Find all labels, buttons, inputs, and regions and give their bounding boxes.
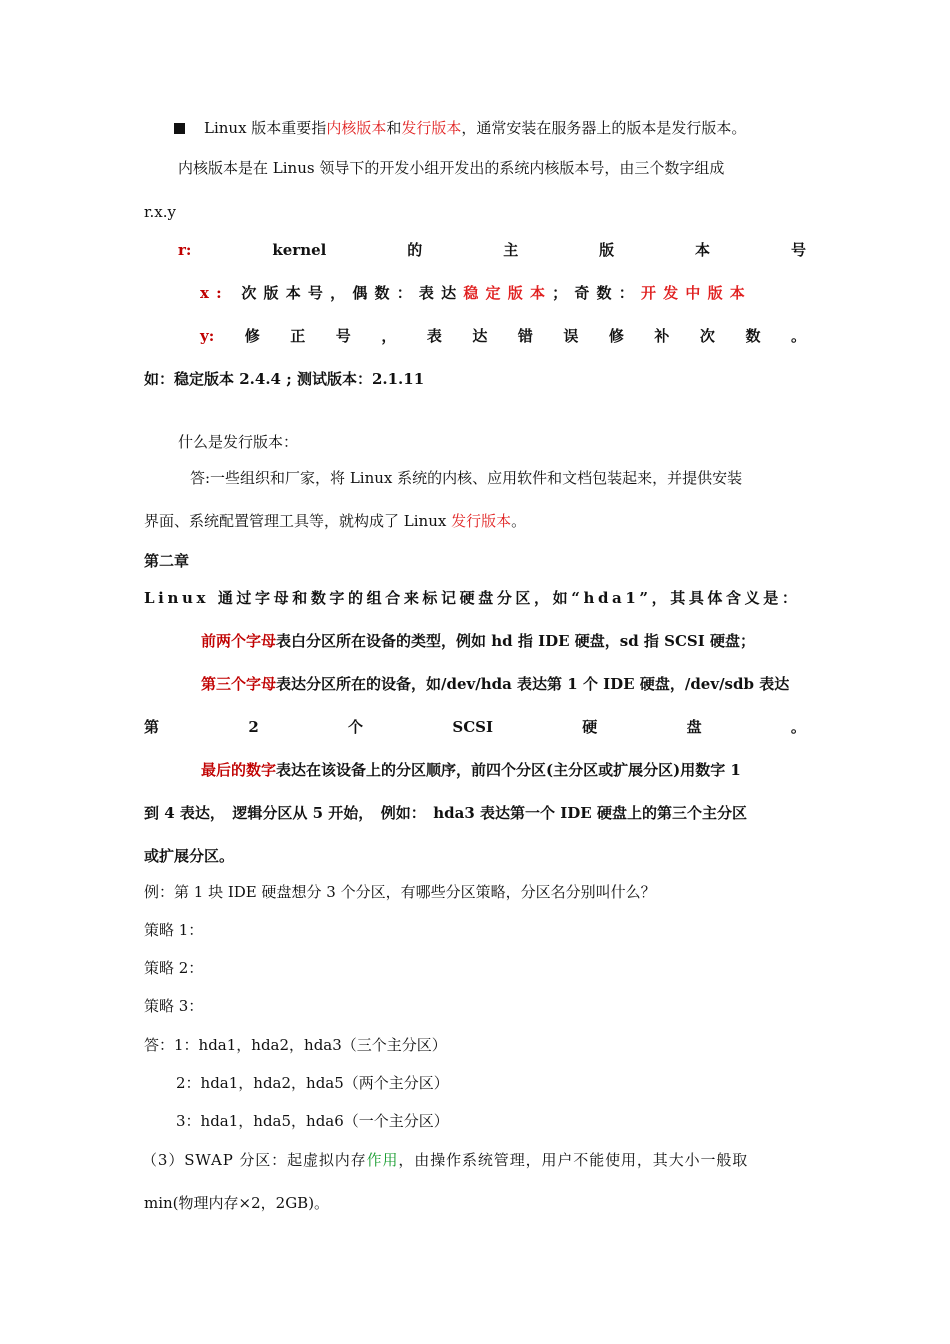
distro-version-highlight: 发行版本 bbox=[401, 119, 462, 137]
y-definition: y: 修 正 号 ， 表 达 错 误 修 补 次 数 。 bbox=[200, 324, 806, 348]
function-highlight: 作用 bbox=[366, 1151, 399, 1169]
version-example: 如：稳定版本 2.4.4 ; 测试版本：2.1.11 bbox=[144, 370, 425, 388]
last-digit-highlight: 最后的数字 bbox=[201, 761, 277, 779]
dev-version-highlight: 开发中版本 bbox=[640, 284, 752, 302]
third-letter-line2: 第 2 个 SCSI 硬 盘 。 bbox=[144, 718, 806, 736]
answer-1: 答：1：hda1，hda2，hda3（三个主分区） bbox=[144, 1036, 447, 1054]
intro-line: Linux 版本重要指内核版本和发行版本，通常安装在服务器上的版本是发行版本。 bbox=[174, 116, 806, 140]
strategy-3: 策略 3： bbox=[144, 997, 204, 1015]
partition-question: 例：第 1 块 IDE 硬盘想分 3 个分区，有哪些分区策略，分区名分别叫什么？ bbox=[144, 883, 656, 901]
last-digit-line2: 到 4 表达， 逻辑分区从 5 开始， 例如： hda3 表达第一个 IDE 硬盘上的第三个主分区 bbox=[144, 804, 747, 822]
square-bullet-icon bbox=[174, 123, 185, 134]
r-definition: r: kernel 的 主 版 本 号 bbox=[178, 238, 806, 262]
what-distro-heading: 什么是发行版本： bbox=[178, 433, 299, 451]
partition-intro: Linux 通过字母和数字的组合来标记硬盘分区，如“hda1”，其具体含义是： bbox=[144, 589, 801, 607]
third-letter: 第三个字母表达分区所在的设备，如/dev/hda 表达第 1 个 IDE 硬盘，/dev/sdb 表达 bbox=[201, 675, 790, 693]
first-two-letters: 前两个字母表白分区所在设备的类型，例如 hd 指 IDE 硬盘，sd 指 SCSI 硬盘； bbox=[201, 632, 755, 650]
x-definition: x: 次版本号，偶数：表达稳定版本；奇数：开发中版本 bbox=[200, 284, 752, 302]
strategy-1: 策略 1： bbox=[144, 921, 204, 939]
answer-3: 3：hda1，hda5，hda6（一个主分区） bbox=[176, 1112, 449, 1130]
first-two-highlight: 前两个字母 bbox=[201, 632, 277, 650]
kernel-desc-line2: r.x.y bbox=[144, 203, 176, 221]
last-digit: 最后的数字表达在该设备上的分区顺序，前四个分区(主分区或扩展分区)用数字 1 bbox=[201, 761, 741, 779]
answer-line2: 界面、系统配置管理工具等，就构成了 Linux 发行版本。 bbox=[144, 512, 527, 530]
third-letter-highlight: 第三个字母 bbox=[201, 675, 277, 693]
r-label: r: bbox=[178, 241, 192, 259]
kernel-version-highlight: 内核版本 bbox=[326, 119, 387, 137]
answer-2: 2：hda1，hda2，hda5（两个主分区） bbox=[176, 1074, 449, 1092]
kernel-desc-line1: 内核版本是在 Linus 领导下的开发小组开发出的系统内核版本号，由三个数字组成 bbox=[178, 159, 725, 177]
chapter-heading: 第二章 bbox=[144, 552, 190, 570]
stable-version-highlight: 稳定版本 bbox=[463, 284, 553, 302]
y-label: y: bbox=[200, 327, 215, 345]
x-label: x: bbox=[200, 284, 229, 302]
last-digit-line3: 或扩展分区。 bbox=[144, 847, 235, 865]
answer-line1: 答:一些组织和厂家，将 Linux 系统的内核、应用软件和文档包装起来，并提供安装 bbox=[190, 469, 743, 487]
swap-line2: min(物理内存×2，2GB)。 bbox=[144, 1194, 330, 1212]
distro-highlight: 发行版本 bbox=[451, 512, 512, 530]
strategy-2: 策略 2： bbox=[144, 959, 204, 977]
swap-line1: （3）SWAP 分区：起虚拟内存作用，由操作系统管理，用户不能使用，其大小一般取 bbox=[142, 1151, 749, 1169]
